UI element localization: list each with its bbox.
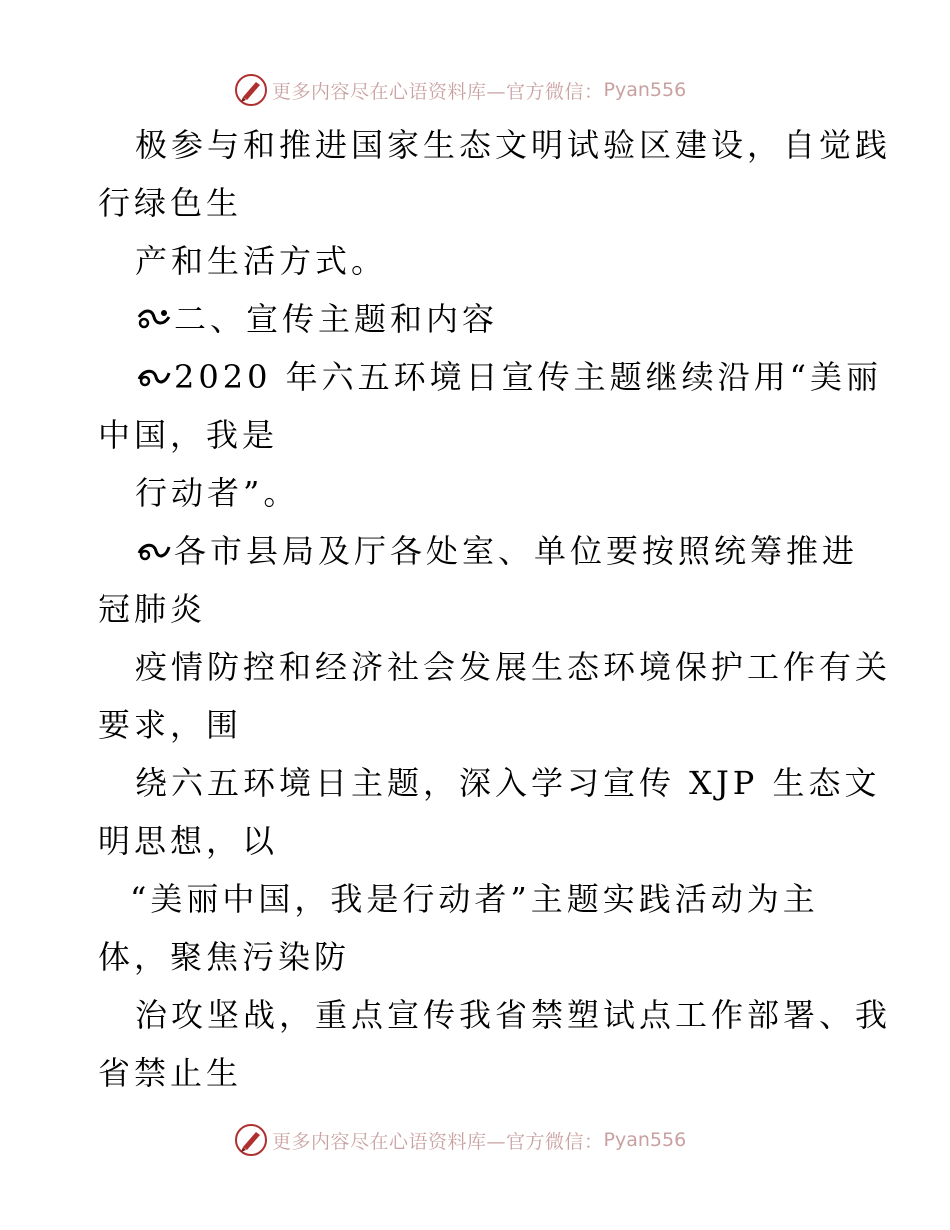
ornament-icon [136, 537, 172, 565]
body-line: 疫情防控和经济社会发展生态环境保护工作有关 [135, 648, 892, 686]
bullet-line [136, 356, 882, 398]
ornament-icon [136, 363, 172, 391]
section-heading [136, 298, 498, 340]
footer-banner [234, 1122, 686, 1158]
body-line: 行绿色生 [98, 184, 243, 222]
ornament-icon [136, 305, 172, 333]
pen-logo-icon [234, 1123, 268, 1157]
body-line: 治攻坚战，重点宣传我省禁塑试点工作部署、我 [135, 996, 892, 1034]
body-line: “美丽中国，我是行动者”主题实践活动为主 [130, 880, 819, 918]
body-line: 省禁止生 [98, 1054, 243, 1092]
body-line: 产和生活方式。 [135, 242, 388, 280]
bullet-line-text: 2020 年六五环境日宣传主题继续沿用“美丽 [174, 358, 882, 396]
section-heading-text: 二、宣传主题和内容 [174, 300, 499, 338]
header-banner-text: 更多内容尽在心语资料库—官方微信： [272, 80, 604, 103]
body-line: 冠肺炎 [98, 590, 207, 628]
pen-logo-icon [234, 73, 268, 107]
body-line: 明思想，以 [98, 822, 279, 860]
body-line: 要求，围 [98, 706, 243, 744]
body-line: 行动者”。 [135, 474, 300, 512]
body-line: 体，聚焦污染防 [98, 938, 351, 976]
body-line: 极参与和推进国家生态文明试验区建设，自觉践 [135, 126, 892, 164]
footer-banner-wechat: Pyan556 [603, 1129, 687, 1151]
bullet-line-text: 各市县局及厅各处室、单位要按照统筹推进 [174, 532, 859, 570]
header-banner [234, 72, 686, 108]
bullet-line [136, 530, 858, 572]
body-line: 中国，我是 [98, 416, 279, 454]
body-line: 绕六五环境日主题，深入学习宣传 XJP 生态文 [135, 764, 881, 802]
header-banner-wechat: Pyan556 [603, 79, 687, 101]
footer-banner-text: 更多内容尽在心语资料库—官方微信： [272, 1130, 604, 1153]
